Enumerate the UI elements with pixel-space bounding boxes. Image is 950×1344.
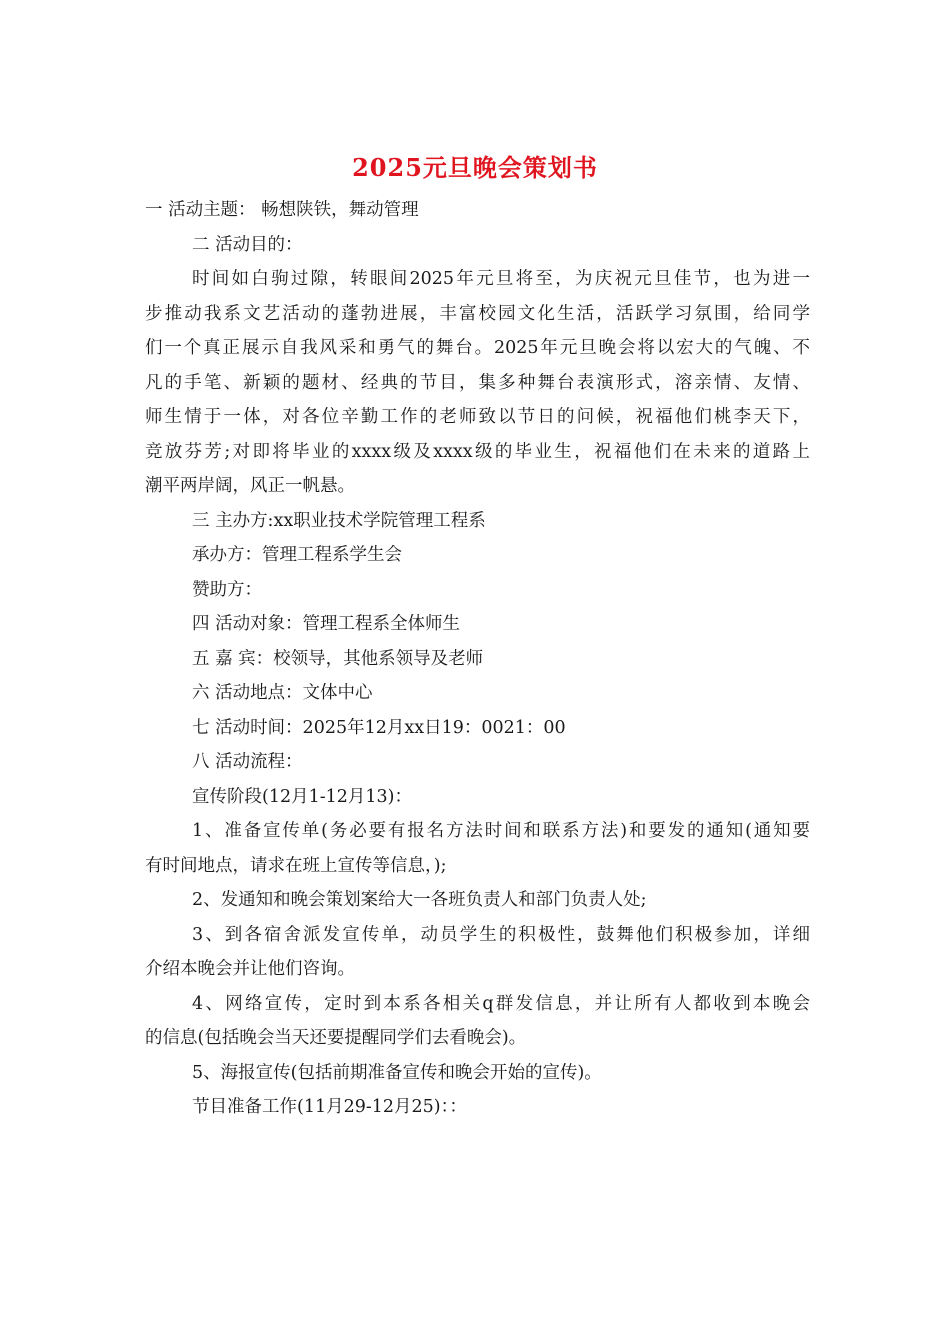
list-item-line: 1、准备宣传单(务必要有报名方法时间和联系方法)和要发的通知(通知要 xyxy=(192,821,810,841)
section-heading: 六 活动地点：文体中心 xyxy=(192,683,373,703)
list-item-line: 介绍本晚会并让他们咨询。 xyxy=(145,959,355,979)
section-heading: 八 活动流程： xyxy=(192,752,303,772)
paragraph-line: 凡的手笔、新颖的题材、经典的节目，集多种舞台表演形式，溶亲情、友情、 xyxy=(145,372,810,393)
list-item-line: 4、网络宣传，定时到本系各相关q群发信息，并让所有人都收到本晚会 xyxy=(192,993,810,1014)
paragraph-line: 们一个真正展示自我风采和勇气的舞台。2025年元旦晚会将以宏大的气魄、不 xyxy=(145,338,810,358)
paragraph-line: 师生情于一体，对各位辛勤工作的老师致以节日的问候，祝福他们桃李天下， xyxy=(145,407,810,427)
list-item-line: 5、海报宣传(包括前期准备宣传和晚会开始的宣传)。 xyxy=(192,1062,602,1083)
section-heading: 四 活动对象：管理工程系全体师生 xyxy=(192,614,461,634)
section-heading: 七 活动时间：2025年12月xx日19：0021：00 xyxy=(192,717,566,738)
section-heading: 三 主办方:xx职业技术学院管理工程系 xyxy=(192,510,486,531)
theme-line: 一 活动主题： 畅想陕铁，舞动管理 xyxy=(145,200,419,220)
document-body xyxy=(145,193,810,1125)
paragraph-line: 步推动我系文艺活动的蓬勃进展，丰富校园文化生活，活跃学习氛围，给同学 xyxy=(145,303,810,324)
info-line: 承办方：管理工程系学生会 xyxy=(192,545,402,565)
document-title: 2025元旦晚会策划书 xyxy=(352,153,598,182)
list-item-line: 的信息(包括晚会当天还要提醒同学们去看晚会)。 xyxy=(145,1028,527,1048)
info-line: 赞助方： xyxy=(192,579,262,600)
phase-heading: 宣传阶段(12月1-12月13)： xyxy=(192,786,413,807)
paragraph-line: 竞放芬芳;对即将毕业的xxxx级及xxxx级的毕业生，祝福他们在未来的道路上 xyxy=(145,441,810,462)
paragraph-line: 时间如白驹过隙，转眼间2025年元旦将至，为庆祝元旦佳节，也为进一 xyxy=(192,269,810,289)
list-item-line: 2、发通知和晚会策划案给大一各班负责人和部门负责人处; xyxy=(192,890,647,910)
list-item-line: 3、到各宿舍派发宣传单，动员学生的积极性，鼓舞他们积极参加，详细 xyxy=(192,924,810,945)
list-item-line: 有时间地点，请求在班上宣传等信息，); xyxy=(145,855,447,876)
phase-heading: 节目准备工作(11月29-12月25)：： xyxy=(192,1097,467,1117)
paragraph-line: 潮平两岸阔，风正一帆悬。 xyxy=(145,476,355,496)
section-heading: 五 嘉 宾：校领导，其他系领导及老师 xyxy=(192,648,484,669)
section-heading: 二 活动目的： xyxy=(192,234,303,255)
